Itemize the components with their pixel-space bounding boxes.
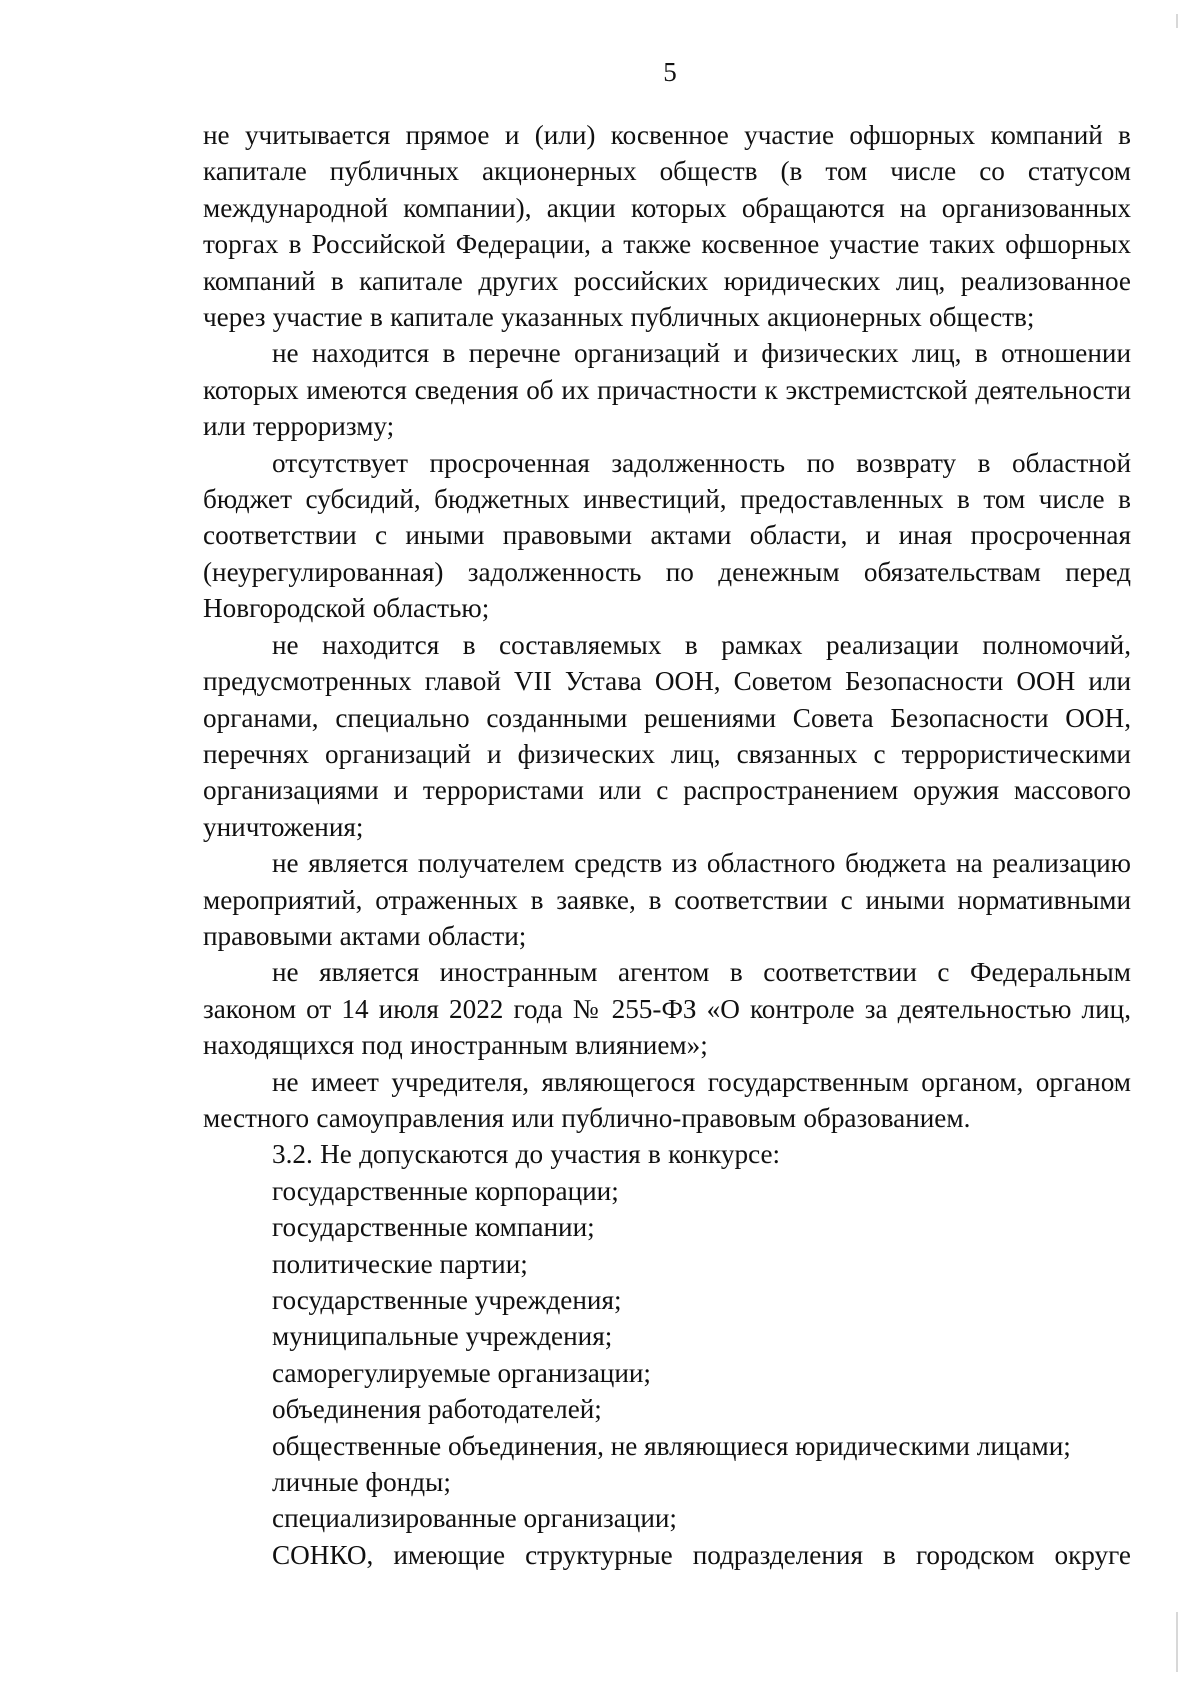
list-item: специализированные организации; bbox=[272, 1503, 677, 1534]
scan-edge-mark bbox=[1176, 14, 1178, 28]
list-item: муниципальные учреждения; bbox=[272, 1321, 613, 1352]
paragraph-un-sanctions-list: не находится в составляемых в рамках реализации полномочий, предусмотренных главой VII Устава ООН, Советом Безопасности ООН или органами, специально созданными решениями Совета Безопасности ООН, перечнях организаций и физических лиц, связанных с террористическими организациями и террористами или с распространением оружия массового уничтожения; bbox=[203, 629, 1131, 842]
list-item: государственные корпорации; bbox=[272, 1175, 619, 1206]
excluded-organizations-list bbox=[203, 1173, 1131, 1537]
list-item: государственные компании; bbox=[272, 1212, 595, 1243]
page-number: 5 bbox=[663, 57, 677, 87]
document-body bbox=[203, 117, 1131, 1573]
paragraph-not-foreign-agent: не является иностранным агентом в соответствии с Федеральным законом от 14 июля 2022 года № 255-ФЗ «О контроле за деятельностью лиц, находящихся под иностранным влиянием»; bbox=[203, 957, 1131, 1061]
paragraph-overdue-debt: отсутствует просроченная задолженность по возврату в областной бюджет субсидий, бюджетных инвестиций, предоставленных в том числе в соответствии с иными правовыми актами области, и иная просроченная (неурегулированная) задолженность по денежным обязательствам перед Новгородской областью; bbox=[203, 447, 1131, 624]
list-item: объединения работодателей; bbox=[272, 1394, 602, 1425]
list-item: политические партии; bbox=[272, 1248, 528, 1279]
paragraph-offshore-participation: не учитывается прямое и (или) косвенное участие офшорных компаний в капитале публичных акционерных обществ (в том числе со статусом международной компании), акции которых обращаются на организованных торгах в Российской Федерации, а также косвенное участие таких офшорных компаний в капитале других российских юридических лиц, реализованное через участие в капитале указанных публичных акционерных обществ; bbox=[203, 120, 1131, 333]
paragraph-extremism-list: не находится в перечне организаций и физических лиц, в отношении которых имеются сведения об их причастности к экстремистской деятельности или терроризму; bbox=[203, 338, 1131, 442]
list-item: личные фонды; bbox=[272, 1467, 451, 1498]
list-item: государственные учреждения; bbox=[272, 1285, 622, 1315]
section-heading-3-2: 3.2. Не допускаются до участия в конкурсе: bbox=[272, 1139, 781, 1170]
list-item: саморегулируемые организации; bbox=[272, 1357, 651, 1388]
trailing-line: СОНКО, имеющие структурные подразделения в городском округе bbox=[272, 1539, 1131, 1570]
list-item: общественные объединения, не являющиеся юридическими лицами; bbox=[272, 1430, 1071, 1461]
paragraph-not-budget-recipient: не является получателем средств из областного бюджета на реализацию мероприятий, отраженных в заявке, в соответствии с иными нормативными правовыми актами области; bbox=[203, 848, 1131, 951]
paragraph-no-state-founder: не имеет учредителя, являющегося государственным органом, органом местного самоуправления или публично-правовым образованием. bbox=[203, 1066, 1131, 1133]
scan-edge-mark bbox=[1176, 1612, 1178, 1672]
